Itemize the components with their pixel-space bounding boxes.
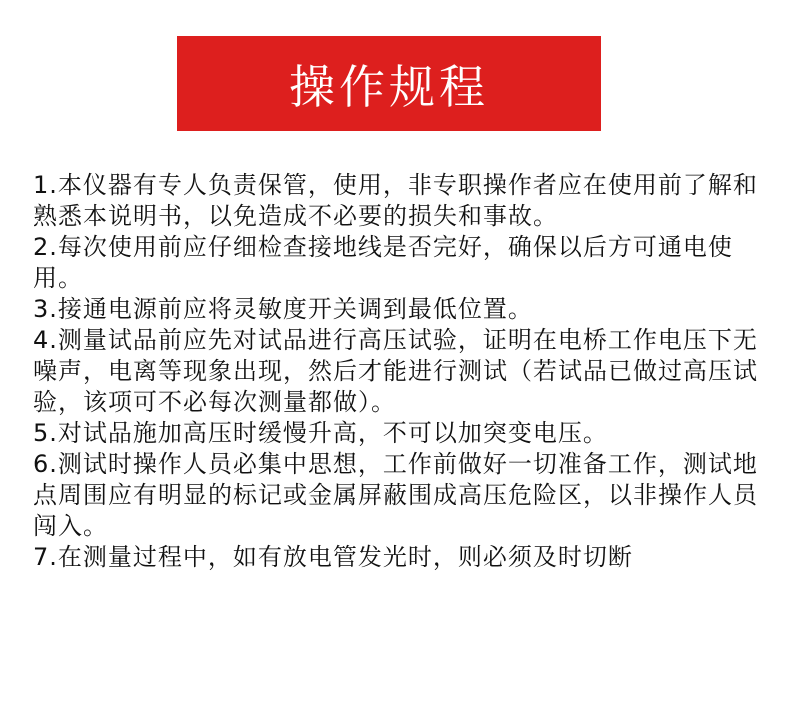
rule-item: 4.测量试品前应先对试品进行高压试验，证明在电桥工作电压下无噪声，电离等现象出现，然后才能进行测试（若试品已做过高压试验，该项可不必每次测量都做）。: [33, 326, 758, 416]
title-banner: [177, 36, 601, 131]
rule-item: 1.本仪器有专人负责保管，使用，非专职操作者应在使用前了解和熟悉本说明书，以免造成不必要的损失和事故。: [33, 171, 758, 230]
rule-item: 5.对试品施加高压时缓慢升高，不可以加突变电压。: [33, 419, 608, 447]
rule-item: 6.测试时操作人员必集中思想，工作前做好一切准备工作，测试地点周围应有明显的标记或金属屏蔽围成高压危险区，以非操作人员闯入。: [33, 450, 758, 540]
rule-item: 3.接通电源前应将灵敏度开关调到最低位置。: [33, 295, 533, 323]
page-title: 操作规程: [289, 59, 489, 114]
rules-list: [33, 170, 763, 573]
rule-item: 2.每次使用前应仔细检查接地线是否完好，确保以后方可通电使用。: [33, 233, 733, 292]
rule-item: 7.在测量过程中，如有放电管发光时，则必须及时切断: [33, 543, 633, 571]
